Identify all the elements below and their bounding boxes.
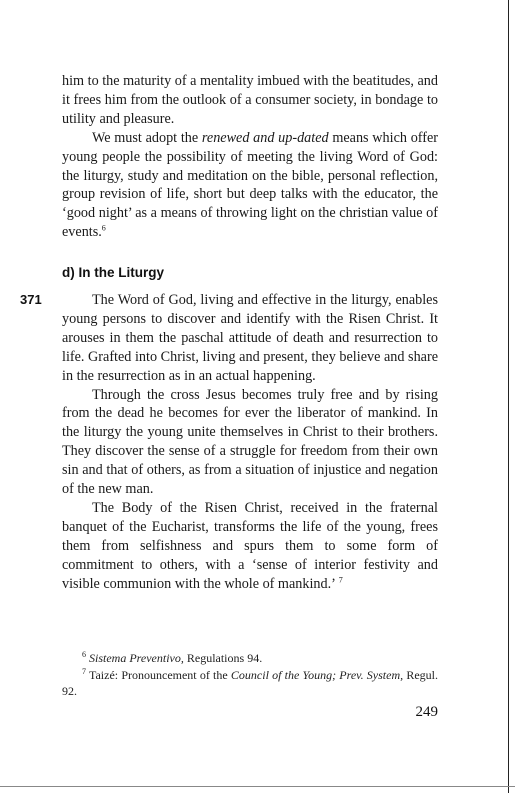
footnote-ref: 6	[101, 223, 106, 233]
paragraph: him to the maturity of a mentality imbued with the beatitudes, and it frees him from the outlook of a consumer society, in bondage to utility and pleasure.	[62, 73, 438, 127]
footnote-mark: 6	[82, 650, 86, 659]
footnote-6	[62, 650, 438, 667]
page-edge-line	[508, 0, 509, 793]
paragraph	[62, 129, 438, 242]
paragraph	[62, 499, 438, 594]
italic-title: Council of the Young; Prev. System,	[230, 667, 404, 682]
section-heading: d) In the Liturgy	[62, 265, 164, 280]
marginal-number: 371	[20, 292, 42, 307]
footnote-ref: 7	[338, 574, 343, 584]
text-span: Taizé: Pronouncement of the	[86, 667, 231, 682]
text-span: Regul. 92.	[62, 667, 438, 698]
italic-phrase: renewed and up-dated	[201, 129, 329, 146]
page-bottom-edge	[0, 786, 515, 787]
footnote-mark: 7	[82, 666, 86, 676]
footnote-7	[62, 667, 438, 700]
text-span: Regulations 94.	[183, 651, 263, 665]
italic-title: Sistema Preventivo,	[89, 651, 184, 665]
text-span: We must adopt the	[92, 129, 202, 146]
paragraph: The Word of God, living and effective in the liturgy, enables young persons to discover and identify with the Risen Christ. It arouses in them the paschal attitude of death and resurrection to life. Grafted into Christ, living and present, they believe and share in the resurrection as in an actual happening.	[62, 292, 438, 384]
text-span: The Body of the Risen Christ, received in the fraternal banquet of the Eucharist, transforms the life of the young, frees them from selfishness and spurs them to some form of commitment to others, with a ‘sense of interior festivity and visible communion with the whole of mankind.’	[62, 499, 438, 592]
text-span: means which offer young people the possibility of meeting the living Word of God: the liturgy, study and meditation on the bible, personal reflection, group revision of life, short but deep talks with the educator, the ‘good night’ as a means of throwing light on the christian value of events.	[62, 129, 439, 241]
text-block-liturgy	[62, 291, 438, 594]
footnotes	[62, 650, 438, 700]
text-block-top	[62, 72, 438, 242]
page-number: 249	[415, 704, 438, 720]
paragraph: Through the cross Jesus becomes truly free and by rising from the dead he becomes for ever the liberator of mankind. In the liturgy the young unite themselves in Christ to their brothers. They discover the sense of a struggle for freedom from their own sin and that of others, as from a situation of injustice and negation of the new man.	[62, 386, 438, 498]
